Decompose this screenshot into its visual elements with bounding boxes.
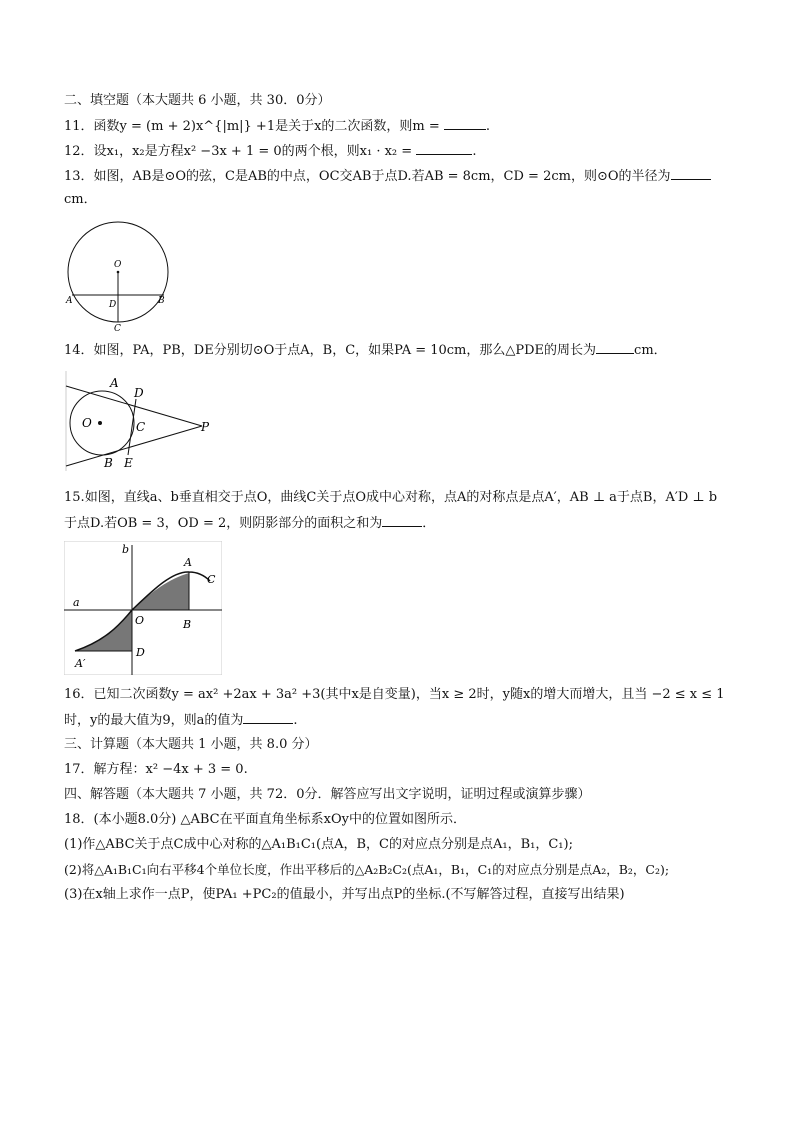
q15-text: 如图，直线a、b垂直相交于点O，曲线C关于点O成中心对称，点A的对称点是点A′，AB ⊥ a于点B，A′D ⊥ b xyxy=(84,490,718,505)
q13-answer-blank[interactable] xyxy=(671,167,711,180)
q16-answer-blank[interactable] xyxy=(243,711,293,724)
q14-label-e: E xyxy=(124,456,133,470)
question-18 xyxy=(64,811,466,829)
q13-center-dot xyxy=(117,271,120,274)
q16-number: 16． xyxy=(64,687,94,702)
q14-answer-blank[interactable] xyxy=(596,341,634,354)
question-13 xyxy=(64,167,711,186)
q15-label-a-prime: A′ xyxy=(75,657,86,670)
q13-figure xyxy=(64,215,174,333)
q11-answer-blank[interactable] xyxy=(444,117,486,130)
q15-end: ． xyxy=(422,516,436,531)
q13-label-c: C xyxy=(114,324,121,333)
q14-label-c: C xyxy=(136,420,146,434)
question-12 xyxy=(64,142,476,161)
q18-part3: (3)在x轴上求作一点P，使PA₁ +PC₂的值最小，并写出点P的坐标.(不写解答过程，直接写出结果) xyxy=(64,887,625,902)
q16-text: 已知二次函数y = ax² +2ax + 3a² +3(其中x是自变量)，当x ≥ 2时，y随x的增大而增大，且当 −2 ≤ x ≤ 1 xyxy=(93,687,725,702)
q18-part2: (2)将△A₁B₁C₁向右平移4个单位长度，作出平移后的△A₂B₂C₂(点A₁，B₁，C₁的对应点分别是点A₂，B₂，C₂); xyxy=(64,862,670,877)
q16-end: . xyxy=(293,713,298,728)
q15-label-d: D xyxy=(136,646,145,659)
q18-text: (本小题8.0分) △ABC在平面直角坐标系xOy中的位置如图所示． xyxy=(93,812,466,827)
question-17 xyxy=(64,761,248,779)
question-14 xyxy=(64,341,667,360)
q12-answer-blank[interactable] xyxy=(416,142,472,155)
q14-end: cm． xyxy=(634,343,667,358)
q16-text2: 时，y的最大值为9，则a的值为 xyxy=(64,713,244,728)
q15-label-o: O xyxy=(135,614,145,627)
q14-label-o: O xyxy=(82,416,92,430)
q16-line2 xyxy=(64,711,298,730)
q12-end: . xyxy=(472,144,477,159)
q15-label-a-point: A xyxy=(184,556,192,569)
q15-label-c: C xyxy=(207,573,216,586)
q12-text: 设x₁，x₂是方程x² −3x + 1 = 0的两个根，则x₁ · x₂ = xyxy=(93,144,417,159)
q11-end: . xyxy=(485,119,491,134)
q17-text: 解方程：x² −4x + 3 = 0. xyxy=(93,762,248,777)
q18-number: 18． xyxy=(64,812,94,827)
q15-text2: 于点D.若OB = 3，OD = 2，则阴影部分的面积之和为 xyxy=(64,516,383,531)
q15-answer-blank[interactable] xyxy=(382,514,422,527)
q15-number: 15. xyxy=(64,490,85,505)
q18-part1: (1)作△ABC关于点C成中心对称的△A₁B₁C₁(点A，B，C的对应点分别是点A₁，B₁，C₁); xyxy=(64,837,573,852)
q14-label-d: D xyxy=(134,386,144,400)
q15-line2 xyxy=(64,514,435,533)
q15-label-a-axis: a xyxy=(73,596,80,609)
section-answer-title: 四、解答题（本大题共 7 小题，共 72．0分．解答应写出文字说明，证明过程或演算步骤） xyxy=(64,787,591,802)
q14-label-b: B xyxy=(104,456,113,470)
question-11 xyxy=(64,117,490,136)
q17-number: 17． xyxy=(64,762,94,777)
q13-label-b: B xyxy=(158,296,165,306)
q15-label-b-axis: b xyxy=(122,543,130,556)
question-15 xyxy=(64,489,717,507)
q14-text: 如图，PA，PB，DE分别切⊙O于点A，B，C，如果PA = 10cm，那么△PDE的周长为 xyxy=(93,343,597,358)
q12-number: 12． xyxy=(64,144,94,159)
q13-text: 如图，AB是⊙O的弦，C是AB的中点，OC交AB于点D.若AB = 8cm，CD = 2cm，则⊙O的半径为 xyxy=(93,169,671,184)
q13-line2: cm． xyxy=(64,192,97,207)
question-16 xyxy=(64,686,725,704)
q14-label-p: P xyxy=(201,420,210,434)
q11-text: 函数y = (m + 2)x^{|m|} +1是关于x的二次函数，则m = xyxy=(93,119,444,134)
q13-label-d: D xyxy=(109,300,117,310)
q14-label-a: A xyxy=(110,376,119,390)
q14-number: 14． xyxy=(64,343,94,358)
section-fill-in-title: 二、填空题（本大题共 6 小题，共 30．0分） xyxy=(64,93,331,108)
q15-label-b-point: B xyxy=(183,618,192,631)
q13-label-a: A xyxy=(66,296,73,306)
q15-figure xyxy=(64,541,222,675)
q13-number: 13． xyxy=(64,169,94,184)
q14-tangent-pb xyxy=(66,426,202,466)
q11-number: 11． xyxy=(64,119,94,134)
q14-center-dot xyxy=(98,421,102,425)
q14-figure xyxy=(64,369,214,473)
q13-label-o: O xyxy=(114,260,122,270)
section-calc-title: 三、计算题（本大题共 1 小题，共 8.0 分） xyxy=(64,737,318,752)
